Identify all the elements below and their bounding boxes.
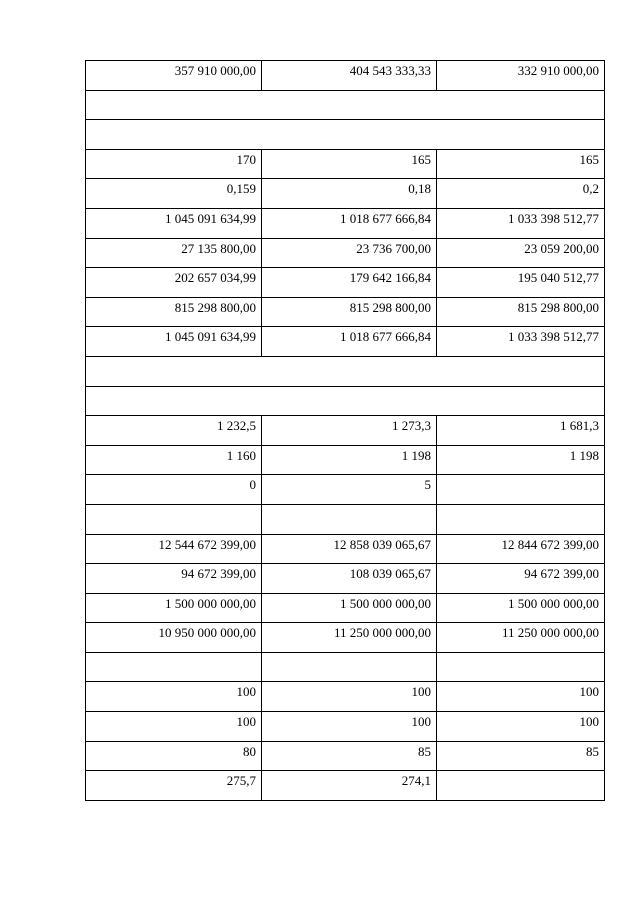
table-cell: 11 250 000 000,00 (262, 623, 437, 653)
table-row (86, 61, 605, 91)
table-cell: 0,159 (86, 179, 262, 209)
table-cell: 1 273,3 (262, 416, 437, 446)
table-cell: 85 (262, 741, 437, 771)
table-cell: 1 198 (437, 445, 605, 475)
table-cell: 100 (86, 682, 262, 712)
table-row (86, 771, 605, 801)
table-cell: 202 657 034,99 (86, 268, 262, 298)
table-cell: 1 500 000 000,00 (262, 593, 437, 623)
table-cell: 100 (437, 712, 605, 742)
table-cell: 27 135 800,00 (86, 238, 262, 268)
table-cell: 1 045 091 634,99 (86, 327, 262, 357)
table-row (86, 149, 605, 179)
table-cell: 12 844 672 399,00 (437, 534, 605, 564)
table-cell-merged (86, 356, 605, 386)
table-cell: 108 039 065,67 (262, 564, 437, 594)
table-row (86, 475, 605, 505)
table-cell: 100 (437, 682, 605, 712)
table-cell (262, 504, 437, 534)
table-cell: 23 736 700,00 (262, 238, 437, 268)
table-row (86, 386, 605, 416)
table-cell: 1 500 000 000,00 (86, 593, 262, 623)
table-row (86, 120, 605, 150)
table-body (86, 61, 605, 801)
table-row (86, 416, 605, 446)
table-row (86, 179, 605, 209)
table-cell: 0,18 (262, 179, 437, 209)
table-row (86, 652, 605, 682)
table-cell: 274,1 (262, 771, 437, 801)
table-cell: 12 544 672 399,00 (86, 534, 262, 564)
table-cell (86, 504, 262, 534)
table-cell: 1 045 091 634,99 (86, 208, 262, 238)
table-cell: 1 198 (262, 445, 437, 475)
table-cell: 1 160 (86, 445, 262, 475)
table-cell (437, 652, 605, 682)
table-cell: 11 250 000 000,00 (437, 623, 605, 653)
data-table (85, 60, 605, 801)
table-row (86, 268, 605, 298)
table-cell-merged (86, 90, 605, 120)
table-cell: 165 (262, 149, 437, 179)
table-cell: 94 672 399,00 (86, 564, 262, 594)
table-cell: 1 033 398 512,77 (437, 208, 605, 238)
table-cell: 815 298 800,00 (437, 297, 605, 327)
table-row (86, 238, 605, 268)
table-cell: 357 910 000,00 (86, 61, 262, 91)
table-cell-merged (86, 120, 605, 150)
table-cell: 195 040 512,77 (437, 268, 605, 298)
table-cell (437, 771, 605, 801)
table-cell: 85 (437, 741, 605, 771)
table-cell: 1 500 000 000,00 (437, 593, 605, 623)
table-cell (86, 652, 262, 682)
table-row (86, 534, 605, 564)
table-cell: 332 910 000,00 (437, 61, 605, 91)
table-row (86, 504, 605, 534)
table-cell: 815 298 800,00 (262, 297, 437, 327)
table-cell-merged (86, 386, 605, 416)
table-row (86, 741, 605, 771)
table-row (86, 623, 605, 653)
table-cell (262, 652, 437, 682)
table-cell: 1 681,3 (437, 416, 605, 446)
table-cell: 0,2 (437, 179, 605, 209)
table-cell: 275,7 (86, 771, 262, 801)
table-cell: 10 950 000 000,00 (86, 623, 262, 653)
table-row (86, 327, 605, 357)
table-row (86, 208, 605, 238)
table-cell: 100 (262, 682, 437, 712)
table-cell: 94 672 399,00 (437, 564, 605, 594)
table-row (86, 90, 605, 120)
table-cell (437, 504, 605, 534)
table-cell: 23 059 200,00 (437, 238, 605, 268)
table-row (86, 593, 605, 623)
table-cell: 165 (437, 149, 605, 179)
table-cell: 80 (86, 741, 262, 771)
table-row (86, 564, 605, 594)
table-cell: 1 018 677 666,84 (262, 327, 437, 357)
table-cell: 1 018 677 666,84 (262, 208, 437, 238)
table-cell: 1 033 398 512,77 (437, 327, 605, 357)
table-cell: 404 543 333,33 (262, 61, 437, 91)
table-cell: 12 858 039 065,67 (262, 534, 437, 564)
table-row (86, 682, 605, 712)
table-cell: 0 (86, 475, 262, 505)
table-row (86, 712, 605, 742)
table-cell (437, 475, 605, 505)
table-row (86, 356, 605, 386)
table-cell: 100 (262, 712, 437, 742)
table-cell: 170 (86, 149, 262, 179)
table-cell: 100 (86, 712, 262, 742)
table-cell: 1 232,5 (86, 416, 262, 446)
table-cell: 179 642 166,84 (262, 268, 437, 298)
table-cell: 5 (262, 475, 437, 505)
table-row (86, 445, 605, 475)
table-row (86, 297, 605, 327)
table-cell: 815 298 800,00 (86, 297, 262, 327)
